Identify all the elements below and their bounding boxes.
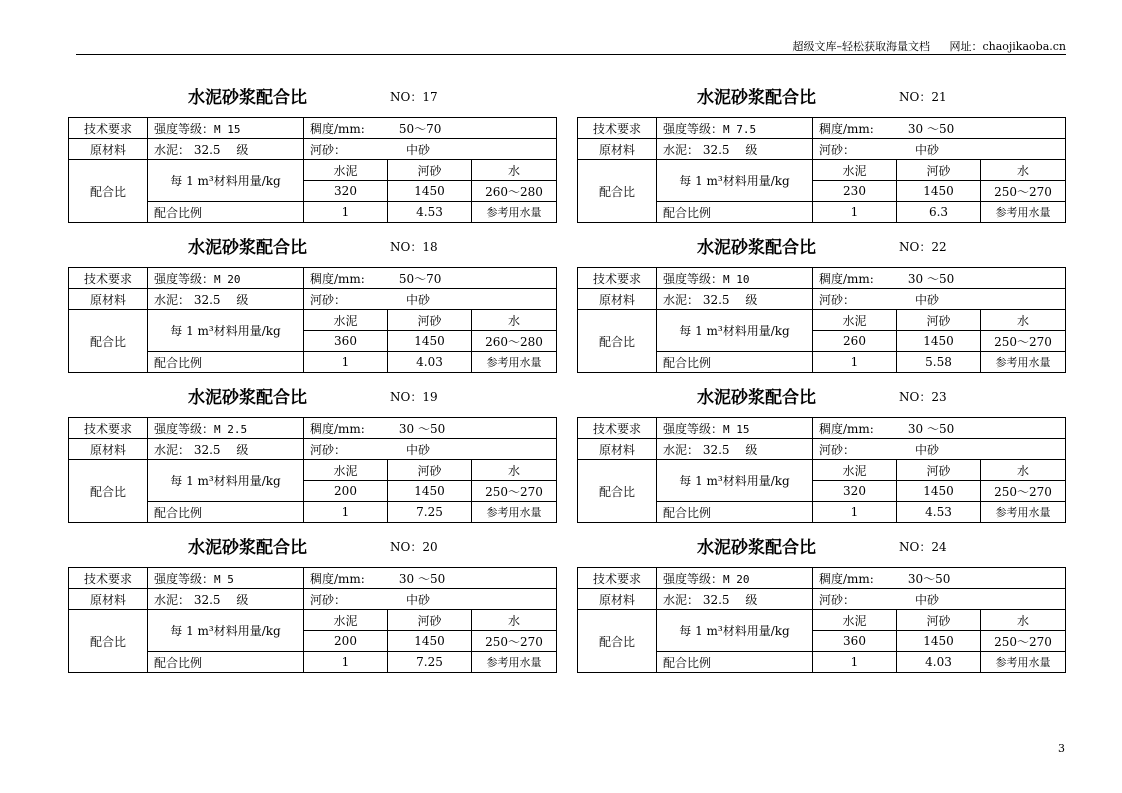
table-row — [69, 139, 557, 160]
ratio-label: 配合比例 — [148, 502, 304, 523]
tech-req-label: 技术要求 — [578, 118, 657, 139]
header-url: 网址：chaojikaoba.cn — [949, 40, 1066, 53]
tech-req-label: 技术要求 — [578, 268, 657, 289]
mix-table — [577, 267, 1066, 373]
mix-block — [577, 381, 1065, 523]
ratio-cement: 1 — [304, 202, 388, 223]
table-row — [69, 439, 557, 460]
col-sand: 河砂 — [897, 160, 981, 181]
table-row — [578, 610, 1066, 631]
mix-label: 配合比 — [69, 460, 148, 523]
raw-material-label: 原材料 — [578, 289, 657, 310]
tech-req-label: 技术要求 — [69, 418, 148, 439]
cement-spec: 水泥： 32.5 级 — [657, 439, 813, 460]
table-row — [578, 268, 1066, 289]
block-title: 水泥砂浆配合比 — [188, 388, 307, 408]
header-text — [776, 38, 1066, 54]
col-sand: 河砂 — [388, 310, 472, 331]
sand-cell: 河砂： 中砂 — [304, 589, 557, 610]
raw-material-label: 原材料 — [69, 289, 148, 310]
consistency-cell: 稠度/mm: 30 ～50 — [813, 268, 1066, 289]
water-amount: 250～270 — [472, 631, 557, 652]
grade-cell: 强度等级：M 2.5 — [148, 418, 304, 439]
sand-cell: 河砂： 中砂 — [304, 439, 557, 460]
ratio-label: 配合比例 — [148, 652, 304, 673]
sand-cell: 河砂： 中砂 — [813, 589, 1066, 610]
ratio-label: 配合比例 — [657, 652, 813, 673]
mix-label: 配合比 — [69, 160, 148, 223]
sand-cell: 河砂： 中砂 — [813, 139, 1066, 160]
mix-block — [577, 81, 1065, 223]
cement-amount: 260 — [813, 331, 897, 352]
table-row — [578, 118, 1066, 139]
table-row — [69, 589, 557, 610]
table-row — [578, 589, 1066, 610]
table-row — [578, 139, 1066, 160]
sand-amount: 1450 — [388, 631, 472, 652]
ratio-cement: 1 — [304, 502, 388, 523]
col-water: 水 — [981, 460, 1066, 481]
col-sand: 河砂 — [388, 610, 472, 631]
cement-spec: 水泥： 32.5 级 — [657, 289, 813, 310]
raw-material-label: 原材料 — [578, 139, 657, 160]
water-amount: 250～270 — [981, 481, 1066, 502]
sand-amount: 1450 — [897, 181, 981, 202]
grade-cell: 强度等级：M 15 — [148, 118, 304, 139]
consistency-cell: 稠度/mm: 30 ～50 — [813, 118, 1066, 139]
col-cement: 水泥 — [813, 160, 897, 181]
per-m3-label: 每 1 m³材料用量/kg — [657, 610, 813, 652]
ratio-label: 配合比例 — [657, 352, 813, 373]
block-number: NO：21 — [899, 90, 947, 104]
sand-amount: 1450 — [897, 481, 981, 502]
ratio-label: 配合比例 — [148, 352, 304, 373]
block-title: 水泥砂浆配合比 — [188, 238, 307, 258]
table-row — [69, 118, 557, 139]
raw-material-label: 原材料 — [578, 589, 657, 610]
consistency-cell: 稠度/mm: 30 ～50 — [304, 568, 557, 589]
water-amount: 250～270 — [472, 481, 557, 502]
ratio-cement: 1 — [813, 202, 897, 223]
block-number: NO：17 — [390, 90, 438, 104]
col-cement: 水泥 — [304, 310, 388, 331]
water-amount: 260～280 — [472, 181, 557, 202]
mix-table — [68, 117, 557, 223]
table-row — [578, 439, 1066, 460]
sand-amount: 1450 — [388, 481, 472, 502]
sand-cell: 河砂： 中砂 — [304, 289, 557, 310]
col-sand: 河砂 — [897, 610, 981, 631]
col-cement: 水泥 — [813, 610, 897, 631]
cement-amount: 230 — [813, 181, 897, 202]
block-number: NO：24 — [899, 540, 947, 554]
cement-spec: 水泥： 32.5 级 — [148, 589, 304, 610]
table-row — [578, 568, 1066, 589]
sand-amount: 1450 — [897, 631, 981, 652]
mix-block — [68, 231, 556, 373]
ref-water-label: 参考用水量 — [981, 352, 1066, 373]
ratio-sand: 4.03 — [897, 652, 981, 673]
page-number: 3 — [1058, 742, 1065, 755]
mix-block — [68, 81, 556, 223]
block-number: NO：23 — [899, 390, 947, 404]
grade-cell: 强度等级：M 10 — [657, 268, 813, 289]
raw-material-label: 原材料 — [578, 439, 657, 460]
consistency-cell: 稠度/mm: 50～70 — [304, 118, 557, 139]
ref-water-label: 参考用水量 — [472, 502, 557, 523]
per-m3-label: 每 1 m³材料用量/kg — [148, 460, 304, 502]
tech-req-label: 技术要求 — [578, 418, 657, 439]
block-number: NO：22 — [899, 240, 947, 254]
table-row — [69, 289, 557, 310]
col-water: 水 — [472, 160, 557, 181]
ratio-sand: 6.3 — [897, 202, 981, 223]
grade-cell: 强度等级：M 20 — [657, 568, 813, 589]
consistency-cell: 稠度/mm: 30 ～50 — [813, 418, 1066, 439]
ref-water-label: 参考用水量 — [472, 652, 557, 673]
ref-water-label: 参考用水量 — [981, 502, 1066, 523]
cement-amount: 320 — [304, 181, 388, 202]
ratio-sand: 4.53 — [388, 202, 472, 223]
cement-spec: 水泥： 32.5 级 — [148, 139, 304, 160]
header-site: 超级文库–轻松获取海量文档 — [792, 40, 930, 53]
table-row — [69, 310, 557, 331]
tech-req-label: 技术要求 — [578, 568, 657, 589]
ratio-cement: 1 — [813, 502, 897, 523]
block-title: 水泥砂浆配合比 — [697, 238, 816, 258]
ref-water-label: 参考用水量 — [472, 202, 557, 223]
per-m3-label: 每 1 m³材料用量/kg — [657, 160, 813, 202]
water-amount: 250～270 — [981, 331, 1066, 352]
mix-block — [577, 231, 1065, 373]
col-cement: 水泥 — [304, 610, 388, 631]
block-title: 水泥砂浆配合比 — [697, 388, 816, 408]
col-cement: 水泥 — [304, 160, 388, 181]
grade-cell: 强度等级：M 20 — [148, 268, 304, 289]
sand-cell: 河砂： 中砂 — [813, 289, 1066, 310]
ratio-cement: 1 — [813, 352, 897, 373]
cement-amount: 320 — [813, 481, 897, 502]
block-number: NO：18 — [390, 240, 438, 254]
table-row — [578, 289, 1066, 310]
sand-amount: 1450 — [388, 331, 472, 352]
table-row — [69, 568, 557, 589]
grade-cell: 强度等级：M 5 — [148, 568, 304, 589]
ref-water-label: 参考用水量 — [472, 352, 557, 373]
ratio-cement: 1 — [813, 652, 897, 673]
ratio-label: 配合比例 — [148, 202, 304, 223]
mix-label: 配合比 — [578, 460, 657, 523]
water-amount: 260～280 — [472, 331, 557, 352]
table-row — [69, 268, 557, 289]
mix-table — [577, 417, 1066, 523]
block-title: 水泥砂浆配合比 — [188, 538, 307, 558]
cement-spec: 水泥： 32.5 级 — [148, 289, 304, 310]
raw-material-label: 原材料 — [69, 439, 148, 460]
grade-cell: 强度等级：M 7.5 — [657, 118, 813, 139]
ratio-sand: 5.58 — [897, 352, 981, 373]
cement-amount: 200 — [304, 631, 388, 652]
tech-req-label: 技术要求 — [69, 118, 148, 139]
mix-table — [68, 567, 557, 673]
col-water: 水 — [472, 610, 557, 631]
col-water: 水 — [981, 610, 1066, 631]
per-m3-label: 每 1 m³材料用量/kg — [148, 610, 304, 652]
mix-table — [68, 417, 557, 523]
ratio-cement: 1 — [304, 652, 388, 673]
col-sand: 河砂 — [897, 460, 981, 481]
block-number: NO：19 — [390, 390, 438, 404]
col-sand: 河砂 — [388, 460, 472, 481]
col-water: 水 — [472, 310, 557, 331]
mix-label: 配合比 — [69, 610, 148, 673]
mix-label: 配合比 — [578, 310, 657, 373]
table-row — [578, 418, 1066, 439]
col-water: 水 — [981, 160, 1066, 181]
tech-req-label: 技术要求 — [69, 268, 148, 289]
per-m3-label: 每 1 m³材料用量/kg — [657, 310, 813, 352]
per-m3-label: 每 1 m³材料用量/kg — [657, 460, 813, 502]
ratio-sand: 4.53 — [897, 502, 981, 523]
per-m3-label: 每 1 m³材料用量/kg — [148, 310, 304, 352]
ratio-label: 配合比例 — [657, 202, 813, 223]
col-cement: 水泥 — [813, 460, 897, 481]
consistency-cell: 稠度/mm: 50～70 — [304, 268, 557, 289]
block-number: NO：20 — [390, 540, 438, 554]
page-header — [76, 36, 1066, 55]
raw-material-label: 原材料 — [69, 139, 148, 160]
mix-block — [577, 531, 1065, 673]
mix-label: 配合比 — [578, 610, 657, 673]
table-row — [69, 460, 557, 481]
mix-table — [577, 117, 1066, 223]
ratio-sand: 4.03 — [388, 352, 472, 373]
ref-water-label: 参考用水量 — [981, 202, 1066, 223]
col-sand: 河砂 — [388, 160, 472, 181]
col-cement: 水泥 — [304, 460, 388, 481]
table-row — [578, 460, 1066, 481]
cement-amount: 200 — [304, 481, 388, 502]
col-water: 水 — [981, 310, 1066, 331]
tech-req-label: 技术要求 — [69, 568, 148, 589]
col-cement: 水泥 — [813, 310, 897, 331]
table-row — [578, 160, 1066, 181]
ratio-sand: 7.25 — [388, 502, 472, 523]
water-amount: 250～270 — [981, 181, 1066, 202]
block-title: 水泥砂浆配合比 — [697, 538, 816, 558]
cement-spec: 水泥： 32.5 级 — [657, 139, 813, 160]
table-row — [69, 610, 557, 631]
table-row — [69, 160, 557, 181]
grade-cell: 强度等级：M 15 — [657, 418, 813, 439]
ref-water-label: 参考用水量 — [981, 652, 1066, 673]
per-m3-label: 每 1 m³材料用量/kg — [148, 160, 304, 202]
mix-block — [68, 531, 556, 673]
sand-cell: 河砂： 中砂 — [304, 139, 557, 160]
raw-material-label: 原材料 — [69, 589, 148, 610]
cement-spec: 水泥： 32.5 级 — [148, 439, 304, 460]
consistency-cell: 稠度/mm: 30～50 — [813, 568, 1066, 589]
ratio-sand: 7.25 — [388, 652, 472, 673]
ratio-label: 配合比例 — [657, 502, 813, 523]
col-sand: 河砂 — [897, 310, 981, 331]
consistency-cell: 稠度/mm: 30 ～50 — [304, 418, 557, 439]
cement-amount: 360 — [813, 631, 897, 652]
mix-table — [577, 567, 1066, 673]
block-title: 水泥砂浆配合比 — [188, 88, 307, 108]
sand-cell: 河砂： 中砂 — [813, 439, 1066, 460]
cement-spec: 水泥： 32.5 级 — [657, 589, 813, 610]
block-title: 水泥砂浆配合比 — [697, 88, 816, 108]
col-water: 水 — [472, 460, 557, 481]
sand-amount: 1450 — [897, 331, 981, 352]
water-amount: 250～270 — [981, 631, 1066, 652]
sand-amount: 1450 — [388, 181, 472, 202]
mix-label: 配合比 — [578, 160, 657, 223]
mix-block — [68, 381, 556, 523]
table-row — [578, 310, 1066, 331]
mix-label: 配合比 — [69, 310, 148, 373]
table-row — [69, 418, 557, 439]
mix-table — [68, 267, 557, 373]
ratio-cement: 1 — [304, 352, 388, 373]
cement-amount: 360 — [304, 331, 388, 352]
